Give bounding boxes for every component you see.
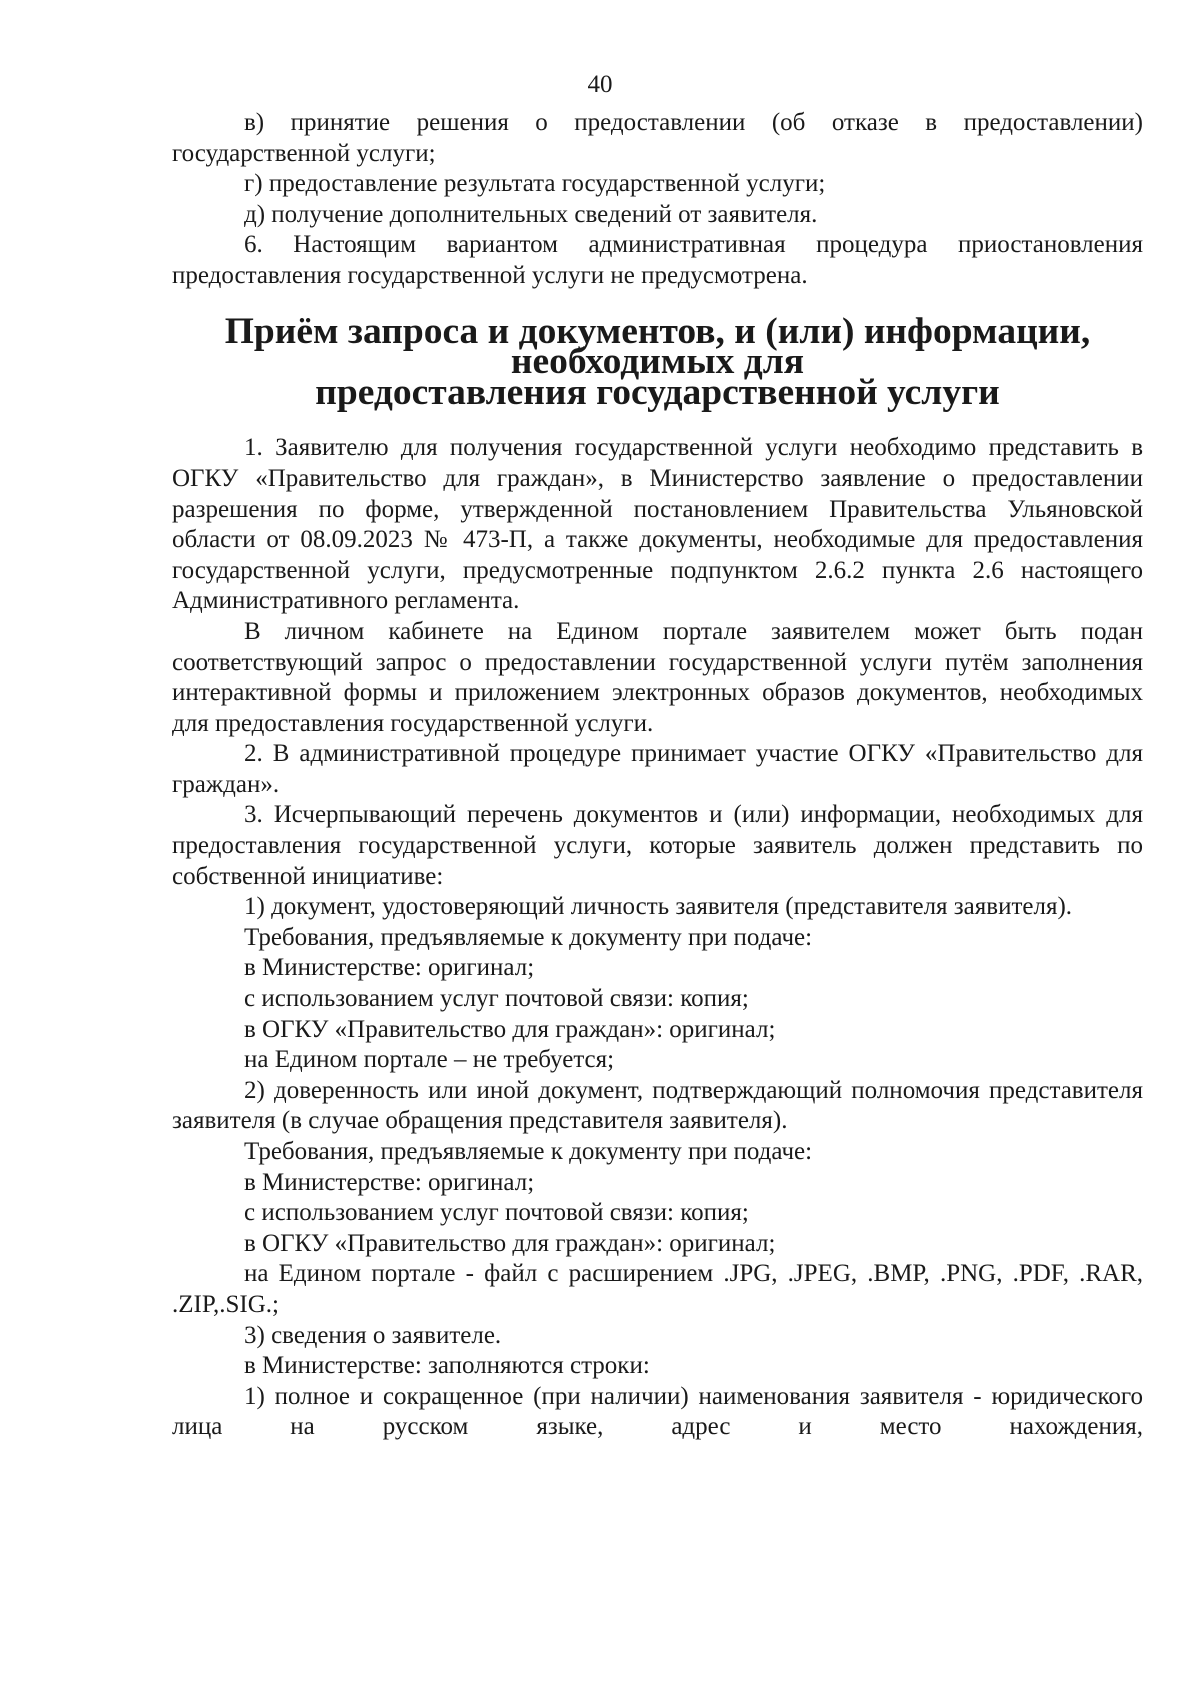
page-number: 40	[587, 71, 613, 98]
section-heading-line-1: Приём запроса и документов, и (или) информации, необходимых для	[224, 310, 1091, 383]
list-item-v: в) принятие решения о предоставлении (об отказе в предоставлении) государственной услуги;	[172, 109, 1143, 167]
requirement-post-1: с использованием услуг почтовой связи: копия;	[244, 985, 749, 1013]
requirement-ogku-1: в ОГКУ «Правительство для граждан»: оригинал;	[244, 1015, 776, 1043]
requirements-heading-1: Требования, предъявляемые к документу при подаче:	[244, 923, 813, 951]
requirement-ministry-1: в Министерстве: оригинал;	[244, 954, 535, 982]
document-body	[172, 108, 1143, 1443]
document-item-2: 2) доверенность или иной документ, подтверждающий полномочия представителя заявителя (в случае обращения представителя заявителя).	[172, 1076, 1143, 1135]
requirement-ogku-2: в ОГКУ «Правительство для граждан»: оригинал;	[244, 1229, 776, 1257]
document-item-1: 1) документ, удостоверяющий личность заявителя (представителя заявителя).	[244, 893, 1073, 921]
paragraph-personal-account: В личном кабинете на Едином портале заявителем может быть подан соответствующий запрос о предоставлении государственной услуги путём заполнения интерактивной формы и приложением электронных образов документов, необходимых для предоставления государственной услуги.	[172, 617, 1143, 737]
requirement-ministry-2: в Министерстве: оригинал;	[244, 1168, 535, 1196]
paragraph-6: 6. Настоящим вариантом административная процедура приостановления предоставления государственной услуги не предусмотрена.	[172, 231, 1143, 289]
fill-row-item-1: 1) полное и сокращенное (при наличии) наименования заявителя - юридического лица на русском языке, адрес и место нахождения,	[172, 1382, 1143, 1441]
requirement-portal-2: на Едином портале - файл с расширением .JPG, .JPEG, .BMP, .PNG, .PDF, .RAR, .ZIP,.SIG.;	[172, 1260, 1143, 1318]
document-item-3: 3) сведения о заявителе.	[244, 1321, 502, 1349]
list-item-g: г) предоставление результата государственной услуги;	[244, 170, 826, 198]
paragraph-3: 3. Исчерпывающий перечень документов и (или) информации, необходимых для предоставления государственной услуги, которые заявитель должен представить по собственной инициативе:	[172, 801, 1143, 890]
requirement-portal-1: на Едином портале – не требуется;	[244, 1046, 615, 1074]
section-heading	[172, 310, 1143, 413]
list-item-d: д) получение дополнительных сведений от заявителя.	[244, 200, 818, 228]
paragraph-1: 1. Заявителю для получения государственной услуги необходимо представить в ОГКУ «Правительство для граждан», в Министерство заявление о предоставлении разрешения по форме, утвержденной постановлением Правительства Ульяновской области от 08.09.2023 № 473-П, а также документы, необходимые для предоставления государственной услуги, предусмотренные подпунктом 2.6.2 пункта 2.6 настоящего Административного регламента.	[172, 434, 1143, 615]
section-heading-line-2: предоставления государственной услуги	[315, 371, 1000, 413]
paragraph-2: 2. В административной процедуре принимает участие ОГКУ «Правительство для граждан».	[172, 740, 1143, 798]
requirement-post-2: с использованием услуг почтовой связи: копия;	[244, 1199, 749, 1227]
ministry-fill-rows: в Министерстве: заполняются строки:	[244, 1352, 650, 1380]
requirements-heading-2: Требования, предъявляемые к документу при подаче:	[244, 1138, 813, 1165]
